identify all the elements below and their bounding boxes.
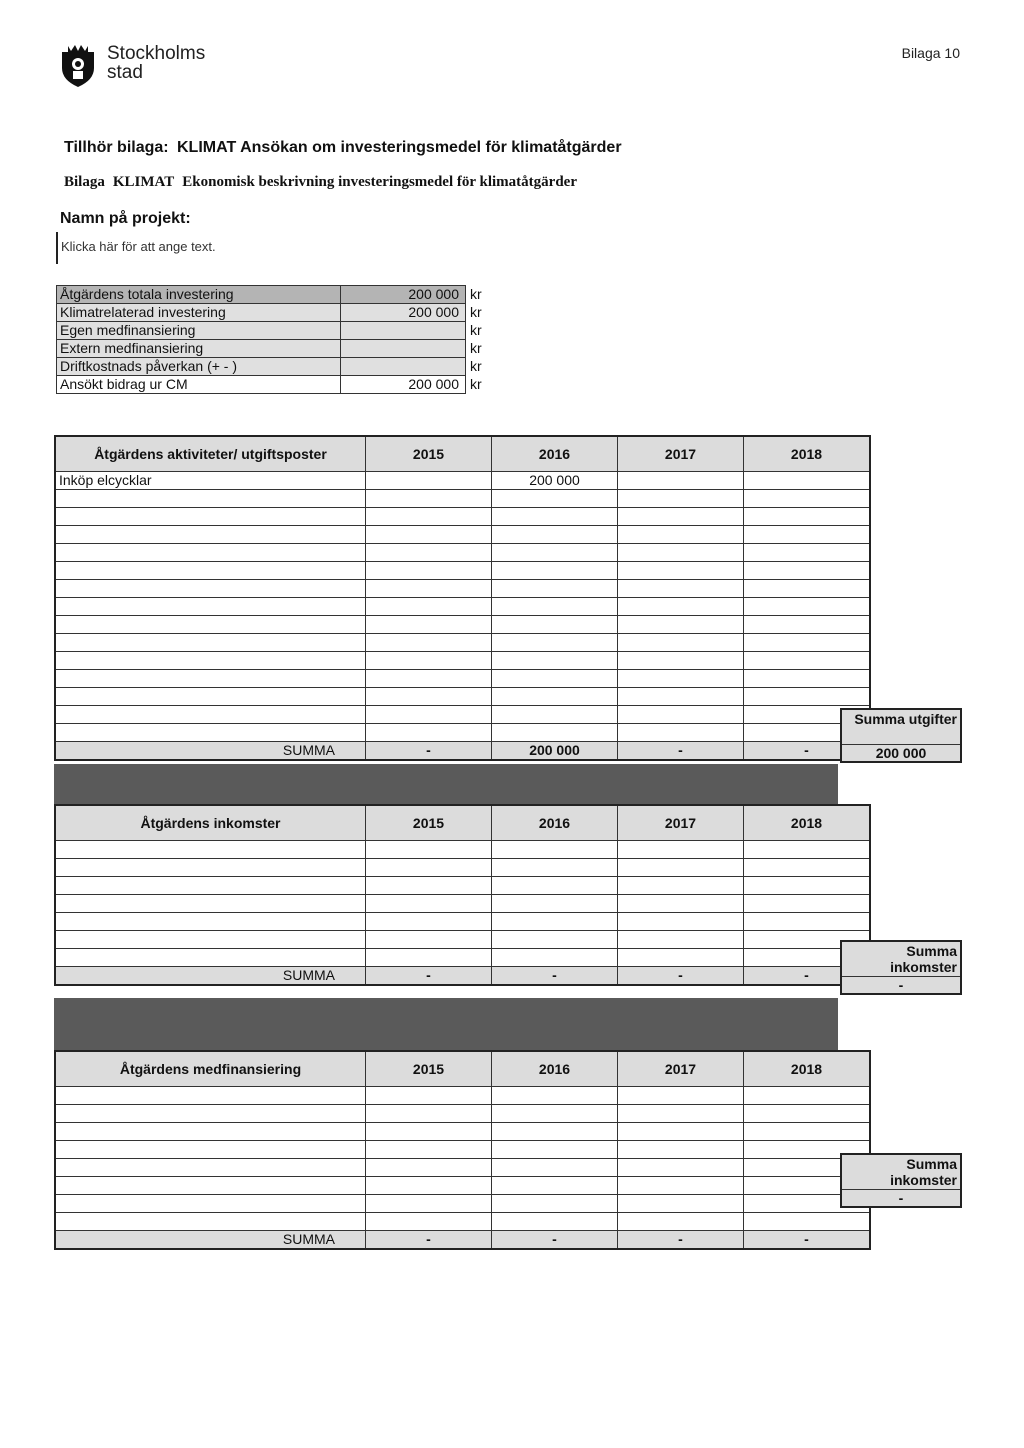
table-cell[interactable] xyxy=(366,1177,492,1195)
summary-unit: kr xyxy=(470,304,482,320)
table-cell[interactable] xyxy=(492,670,618,688)
table-cell[interactable] xyxy=(492,1159,618,1177)
table-cell[interactable] xyxy=(744,508,871,526)
table-cell[interactable] xyxy=(55,1177,366,1195)
table-cell[interactable] xyxy=(492,877,618,895)
attachment-number: Bilaga 10 xyxy=(901,45,960,61)
year-header: 2016 xyxy=(492,1051,618,1087)
year-header: 2017 xyxy=(618,436,744,472)
sum-income-box xyxy=(840,940,962,995)
table-row xyxy=(55,931,870,949)
table-row xyxy=(55,895,870,913)
table-cell[interactable] xyxy=(366,1195,492,1213)
table-cell[interactable] xyxy=(744,859,871,877)
table-cell[interactable] xyxy=(492,1087,618,1105)
sum-expenses-label: Summa utgifter xyxy=(842,710,960,744)
income-table xyxy=(54,804,871,986)
table-cell[interactable]: 200 000 xyxy=(492,472,618,490)
table-cell[interactable] xyxy=(744,1087,871,1105)
table-cell[interactable] xyxy=(55,580,366,598)
section-divider-band xyxy=(54,998,838,1050)
year-header: 2017 xyxy=(618,805,744,841)
summary-unit: kr xyxy=(470,376,482,392)
table-cell[interactable] xyxy=(366,508,492,526)
table-cell[interactable] xyxy=(618,670,744,688)
table-cell[interactable] xyxy=(492,859,618,877)
summary-row xyxy=(57,340,494,358)
table-cell[interactable] xyxy=(618,616,744,634)
table-row xyxy=(55,490,870,508)
table-cell[interactable] xyxy=(492,1213,618,1231)
table-cell[interactable] xyxy=(492,1195,618,1213)
table-cell[interactable] xyxy=(492,1123,618,1141)
table-cell[interactable] xyxy=(744,562,871,580)
table-cell[interactable] xyxy=(618,949,744,967)
year-header: 2018 xyxy=(744,805,871,841)
table-cell[interactable] xyxy=(492,562,618,580)
sum-expenses-value: 200 000 xyxy=(842,744,960,761)
table-cell[interactable] xyxy=(55,508,366,526)
table-row xyxy=(55,562,870,580)
total-cell: 200 000 xyxy=(492,742,618,761)
bilaga-description: Ekonomisk beskrivning investeringsmedel för klimatåtgärder xyxy=(182,174,577,190)
summary-label: Klimatrelaterad investering xyxy=(57,304,341,322)
table-cell[interactable] xyxy=(55,877,366,895)
total-cell: - xyxy=(618,1231,744,1250)
table-cell[interactable] xyxy=(366,688,492,706)
table-cell[interactable] xyxy=(618,1213,744,1231)
table-cell[interactable] xyxy=(366,1159,492,1177)
table-cell[interactable] xyxy=(492,580,618,598)
table-cell[interactable] xyxy=(366,526,492,544)
table-row xyxy=(55,526,870,544)
table-cell[interactable] xyxy=(366,1141,492,1159)
table-cell[interactable] xyxy=(55,841,366,859)
table-row xyxy=(55,670,870,688)
table-cell[interactable] xyxy=(492,652,618,670)
table-cell[interactable] xyxy=(744,652,871,670)
table-cell[interactable] xyxy=(55,490,366,508)
table-cell[interactable] xyxy=(744,598,871,616)
table-cell[interactable] xyxy=(744,1213,871,1231)
summary-value[interactable]: 200 000 xyxy=(341,376,466,394)
sum-cofinancing-box xyxy=(840,1153,962,1208)
table-cell[interactable] xyxy=(492,634,618,652)
table-row xyxy=(55,472,870,490)
total-cell: - xyxy=(744,967,871,986)
table-cell[interactable] xyxy=(492,895,618,913)
table-cell[interactable] xyxy=(618,562,744,580)
table-cell[interactable] xyxy=(55,1213,366,1231)
income-total-row xyxy=(55,967,870,986)
table-cell[interactable] xyxy=(618,544,744,562)
total-cell: - xyxy=(366,742,492,761)
table-row xyxy=(55,1141,870,1159)
table-cell[interactable] xyxy=(744,526,871,544)
table-row xyxy=(55,913,870,931)
logo-wordmark xyxy=(107,44,205,82)
table-cell[interactable] xyxy=(618,1141,744,1159)
summary-label: Driftkostnads påverkan (+ - ) xyxy=(57,358,341,376)
table-cell[interactable] xyxy=(366,634,492,652)
expenses-table xyxy=(54,435,871,761)
table-cell[interactable] xyxy=(618,508,744,526)
table-row xyxy=(55,724,870,742)
table-cell[interactable] xyxy=(618,706,744,724)
table-cell[interactable] xyxy=(492,931,618,949)
table-cell[interactable] xyxy=(744,616,871,634)
table-cell[interactable] xyxy=(618,1123,744,1141)
year-header: 2016 xyxy=(492,436,618,472)
table-cell[interactable] xyxy=(744,895,871,913)
table-cell[interactable] xyxy=(744,670,871,688)
table-cell[interactable] xyxy=(492,1141,618,1159)
tillhor-line xyxy=(64,139,622,157)
table-cell[interactable] xyxy=(618,1177,744,1195)
table-cell[interactable] xyxy=(366,1087,492,1105)
table-cell[interactable] xyxy=(744,490,871,508)
summary-unit: kr xyxy=(470,322,482,338)
table-cell[interactable] xyxy=(618,877,744,895)
summary-row xyxy=(57,304,494,322)
summary-value[interactable]: 200 000 xyxy=(341,304,466,322)
year-header: 2018 xyxy=(744,1051,871,1087)
table-cell[interactable] xyxy=(55,913,366,931)
year-header: 2015 xyxy=(366,1051,492,1087)
table-cell[interactable] xyxy=(744,688,871,706)
sum-expenses-box xyxy=(840,708,962,763)
total-cell: - xyxy=(744,742,871,761)
summary-value[interactable] xyxy=(341,358,466,376)
sum-cofinancing-label: Summa inkomster xyxy=(842,1155,960,1189)
table-cell[interactable] xyxy=(618,472,744,490)
table-cell[interactable] xyxy=(366,1213,492,1231)
table-row xyxy=(55,706,870,724)
summary-value[interactable]: 200 000 xyxy=(341,286,466,304)
year-header: 2015 xyxy=(366,805,492,841)
year-header: 2017 xyxy=(618,1051,744,1087)
table-row xyxy=(55,508,870,526)
total-cell: - xyxy=(618,742,744,761)
table-cell[interactable] xyxy=(618,580,744,598)
table-cell[interactable] xyxy=(366,841,492,859)
table-cell[interactable] xyxy=(744,913,871,931)
summary-unit: kr xyxy=(470,358,482,374)
table-cell[interactable] xyxy=(55,1123,366,1141)
total-cell: - xyxy=(366,1231,492,1250)
table-cell[interactable] xyxy=(492,508,618,526)
table-cell[interactable] xyxy=(744,1105,871,1123)
year-header: 2016 xyxy=(492,805,618,841)
summary-unit: kr xyxy=(470,340,482,356)
table-row xyxy=(55,859,870,877)
sum-cofinancing-value: - xyxy=(842,1189,960,1206)
table-row xyxy=(55,1087,870,1105)
table-cell[interactable] xyxy=(55,616,366,634)
table-row xyxy=(55,949,870,967)
table-cell[interactable] xyxy=(492,544,618,562)
summary-row xyxy=(57,322,494,340)
table-cell[interactable] xyxy=(55,688,366,706)
income-header-row xyxy=(55,805,870,841)
bilaga-word: Bilaga xyxy=(64,174,105,190)
table-row xyxy=(55,1195,870,1213)
total-cell: - xyxy=(492,967,618,986)
cofinancing-header: Åtgärdens medfinansiering xyxy=(55,1051,366,1087)
table-cell[interactable] xyxy=(366,913,492,931)
table-cell[interactable] xyxy=(366,472,492,490)
summary-label: Egen medfinansiering xyxy=(57,322,341,340)
table-cell[interactable] xyxy=(366,670,492,688)
table-row xyxy=(55,1213,870,1231)
expenses-total-row xyxy=(55,742,870,761)
table-cell[interactable] xyxy=(366,580,492,598)
table-cell[interactable] xyxy=(55,706,366,724)
table-cell[interactable] xyxy=(492,913,618,931)
table-row xyxy=(55,1177,870,1195)
logo-line-1: Stockholms xyxy=(107,43,206,64)
table-cell[interactable] xyxy=(55,652,366,670)
total-cell: - xyxy=(618,967,744,986)
section-divider-band xyxy=(54,764,838,804)
table-cell[interactable] xyxy=(366,1105,492,1123)
table-cell[interactable] xyxy=(618,913,744,931)
table-cell[interactable] xyxy=(55,1087,366,1105)
table-cell[interactable] xyxy=(366,859,492,877)
expenses-header-row xyxy=(55,436,870,472)
table-cell[interactable] xyxy=(55,670,366,688)
table-cell[interactable] xyxy=(618,634,744,652)
table-row xyxy=(55,598,870,616)
table-cell[interactable] xyxy=(366,616,492,634)
table-cell[interactable] xyxy=(492,724,618,742)
summary-label: Extern medfinansiering xyxy=(57,340,341,358)
table-cell[interactable] xyxy=(366,724,492,742)
table-cell[interactable] xyxy=(366,949,492,967)
table-cell[interactable] xyxy=(492,490,618,508)
table-row xyxy=(55,841,870,859)
table-cell[interactable] xyxy=(55,1195,366,1213)
table-cell[interactable] xyxy=(366,877,492,895)
summary-row xyxy=(57,376,494,394)
table-cell[interactable] xyxy=(55,949,366,967)
tillhor-label: Tillhör bilaga: xyxy=(64,139,169,156)
table-cell[interactable] xyxy=(366,562,492,580)
table-row xyxy=(55,544,870,562)
summary-unit: kr xyxy=(470,286,482,302)
table-cell[interactable] xyxy=(744,634,871,652)
table-row xyxy=(55,634,870,652)
table-cell[interactable] xyxy=(55,895,366,913)
table-row xyxy=(55,877,870,895)
cofinancing-table xyxy=(54,1050,871,1250)
table-cell[interactable] xyxy=(55,724,366,742)
table-cell[interactable] xyxy=(55,634,366,652)
table-cell[interactable] xyxy=(55,931,366,949)
summary-value[interactable] xyxy=(341,340,466,358)
table-cell[interactable] xyxy=(618,1195,744,1213)
table-row xyxy=(55,652,870,670)
table-cell[interactable] xyxy=(55,562,366,580)
total-label: SUMMA xyxy=(55,742,366,761)
table-cell[interactable] xyxy=(366,706,492,724)
table-cell[interactable] xyxy=(618,931,744,949)
table-cell[interactable] xyxy=(618,598,744,616)
total-label: SUMMA xyxy=(55,967,366,986)
table-cell[interactable] xyxy=(618,490,744,508)
sum-income-value: - xyxy=(842,976,960,993)
table-cell[interactable] xyxy=(744,580,871,598)
table-cell[interactable] xyxy=(744,841,871,859)
table-cell[interactable] xyxy=(618,526,744,544)
income-header: Åtgärdens inkomster xyxy=(55,805,366,841)
table-cell[interactable] xyxy=(492,598,618,616)
summary-row xyxy=(57,286,494,304)
table-cell[interactable] xyxy=(492,1105,618,1123)
table-cell[interactable] xyxy=(744,1123,871,1141)
expenses-header: Åtgärdens aktiviteter/ utgiftsposter xyxy=(55,436,366,472)
table-cell[interactable] xyxy=(366,544,492,562)
cofinancing-header-row xyxy=(55,1051,870,1087)
total-label: SUMMA xyxy=(55,1231,366,1250)
year-header: 2015 xyxy=(366,436,492,472)
expense-item-label[interactable]: Inköp elcycklar xyxy=(55,472,366,490)
table-cell[interactable] xyxy=(618,1087,744,1105)
table-cell[interactable] xyxy=(366,895,492,913)
table-cell[interactable] xyxy=(55,544,366,562)
table-row xyxy=(55,688,870,706)
table-cell[interactable] xyxy=(366,931,492,949)
table-cell[interactable] xyxy=(366,598,492,616)
project-name-input[interactable]: Klicka här för att ange text. xyxy=(56,232,216,264)
table-cell[interactable] xyxy=(492,616,618,634)
table-cell[interactable] xyxy=(55,1105,366,1123)
table-cell[interactable] xyxy=(55,1159,366,1177)
table-cell[interactable] xyxy=(55,526,366,544)
table-row xyxy=(55,1123,870,1141)
total-cell: - xyxy=(366,967,492,986)
sum-income-label: Summa inkomster xyxy=(842,942,960,976)
table-cell[interactable] xyxy=(492,841,618,859)
table-cell[interactable] xyxy=(492,949,618,967)
table-cell[interactable] xyxy=(618,895,744,913)
table-cell[interactable] xyxy=(55,1141,366,1159)
table-cell[interactable] xyxy=(618,1105,744,1123)
table-cell[interactable] xyxy=(492,1177,618,1195)
table-cell[interactable] xyxy=(744,544,871,562)
table-cell[interactable] xyxy=(744,472,871,490)
table-cell[interactable] xyxy=(618,688,744,706)
table-cell[interactable] xyxy=(492,706,618,724)
summary-label: Ansökt bidrag ur CM xyxy=(57,376,341,394)
table-row xyxy=(55,616,870,634)
year-header: 2018 xyxy=(744,436,871,472)
table-cell[interactable] xyxy=(492,688,618,706)
cofinancing-total-row xyxy=(55,1231,870,1250)
table-row xyxy=(55,1105,870,1123)
stockholm-crest-logo xyxy=(58,42,98,88)
table-cell[interactable] xyxy=(618,859,744,877)
investment-summary-table xyxy=(56,285,494,394)
table-cell[interactable] xyxy=(492,526,618,544)
logo-line-2: stad xyxy=(107,62,143,83)
project-name-label: Namn på projekt: xyxy=(60,210,191,227)
table-cell[interactable] xyxy=(744,877,871,895)
summary-row xyxy=(57,358,494,376)
tillhor-value: KLIMAT Ansökan om investeringsmedel för klimatåtgärder xyxy=(177,139,622,156)
table-cell[interactable] xyxy=(618,652,744,670)
bilaga-klimat: KLIMAT xyxy=(112,174,175,190)
table-cell[interactable] xyxy=(366,1123,492,1141)
summary-value[interactable] xyxy=(341,322,466,340)
table-cell[interactable] xyxy=(618,724,744,742)
table-cell[interactable] xyxy=(618,841,744,859)
table-row xyxy=(55,1159,870,1177)
total-cell: - xyxy=(492,1231,618,1250)
bilaga-line xyxy=(64,174,585,191)
table-cell[interactable] xyxy=(366,652,492,670)
table-cell[interactable] xyxy=(366,490,492,508)
table-cell[interactable] xyxy=(55,859,366,877)
total-cell: - xyxy=(744,1231,871,1250)
summary-label: Åtgärdens totala investering xyxy=(57,286,341,304)
table-cell[interactable] xyxy=(618,1159,744,1177)
table-cell[interactable] xyxy=(55,598,366,616)
table-row xyxy=(55,580,870,598)
